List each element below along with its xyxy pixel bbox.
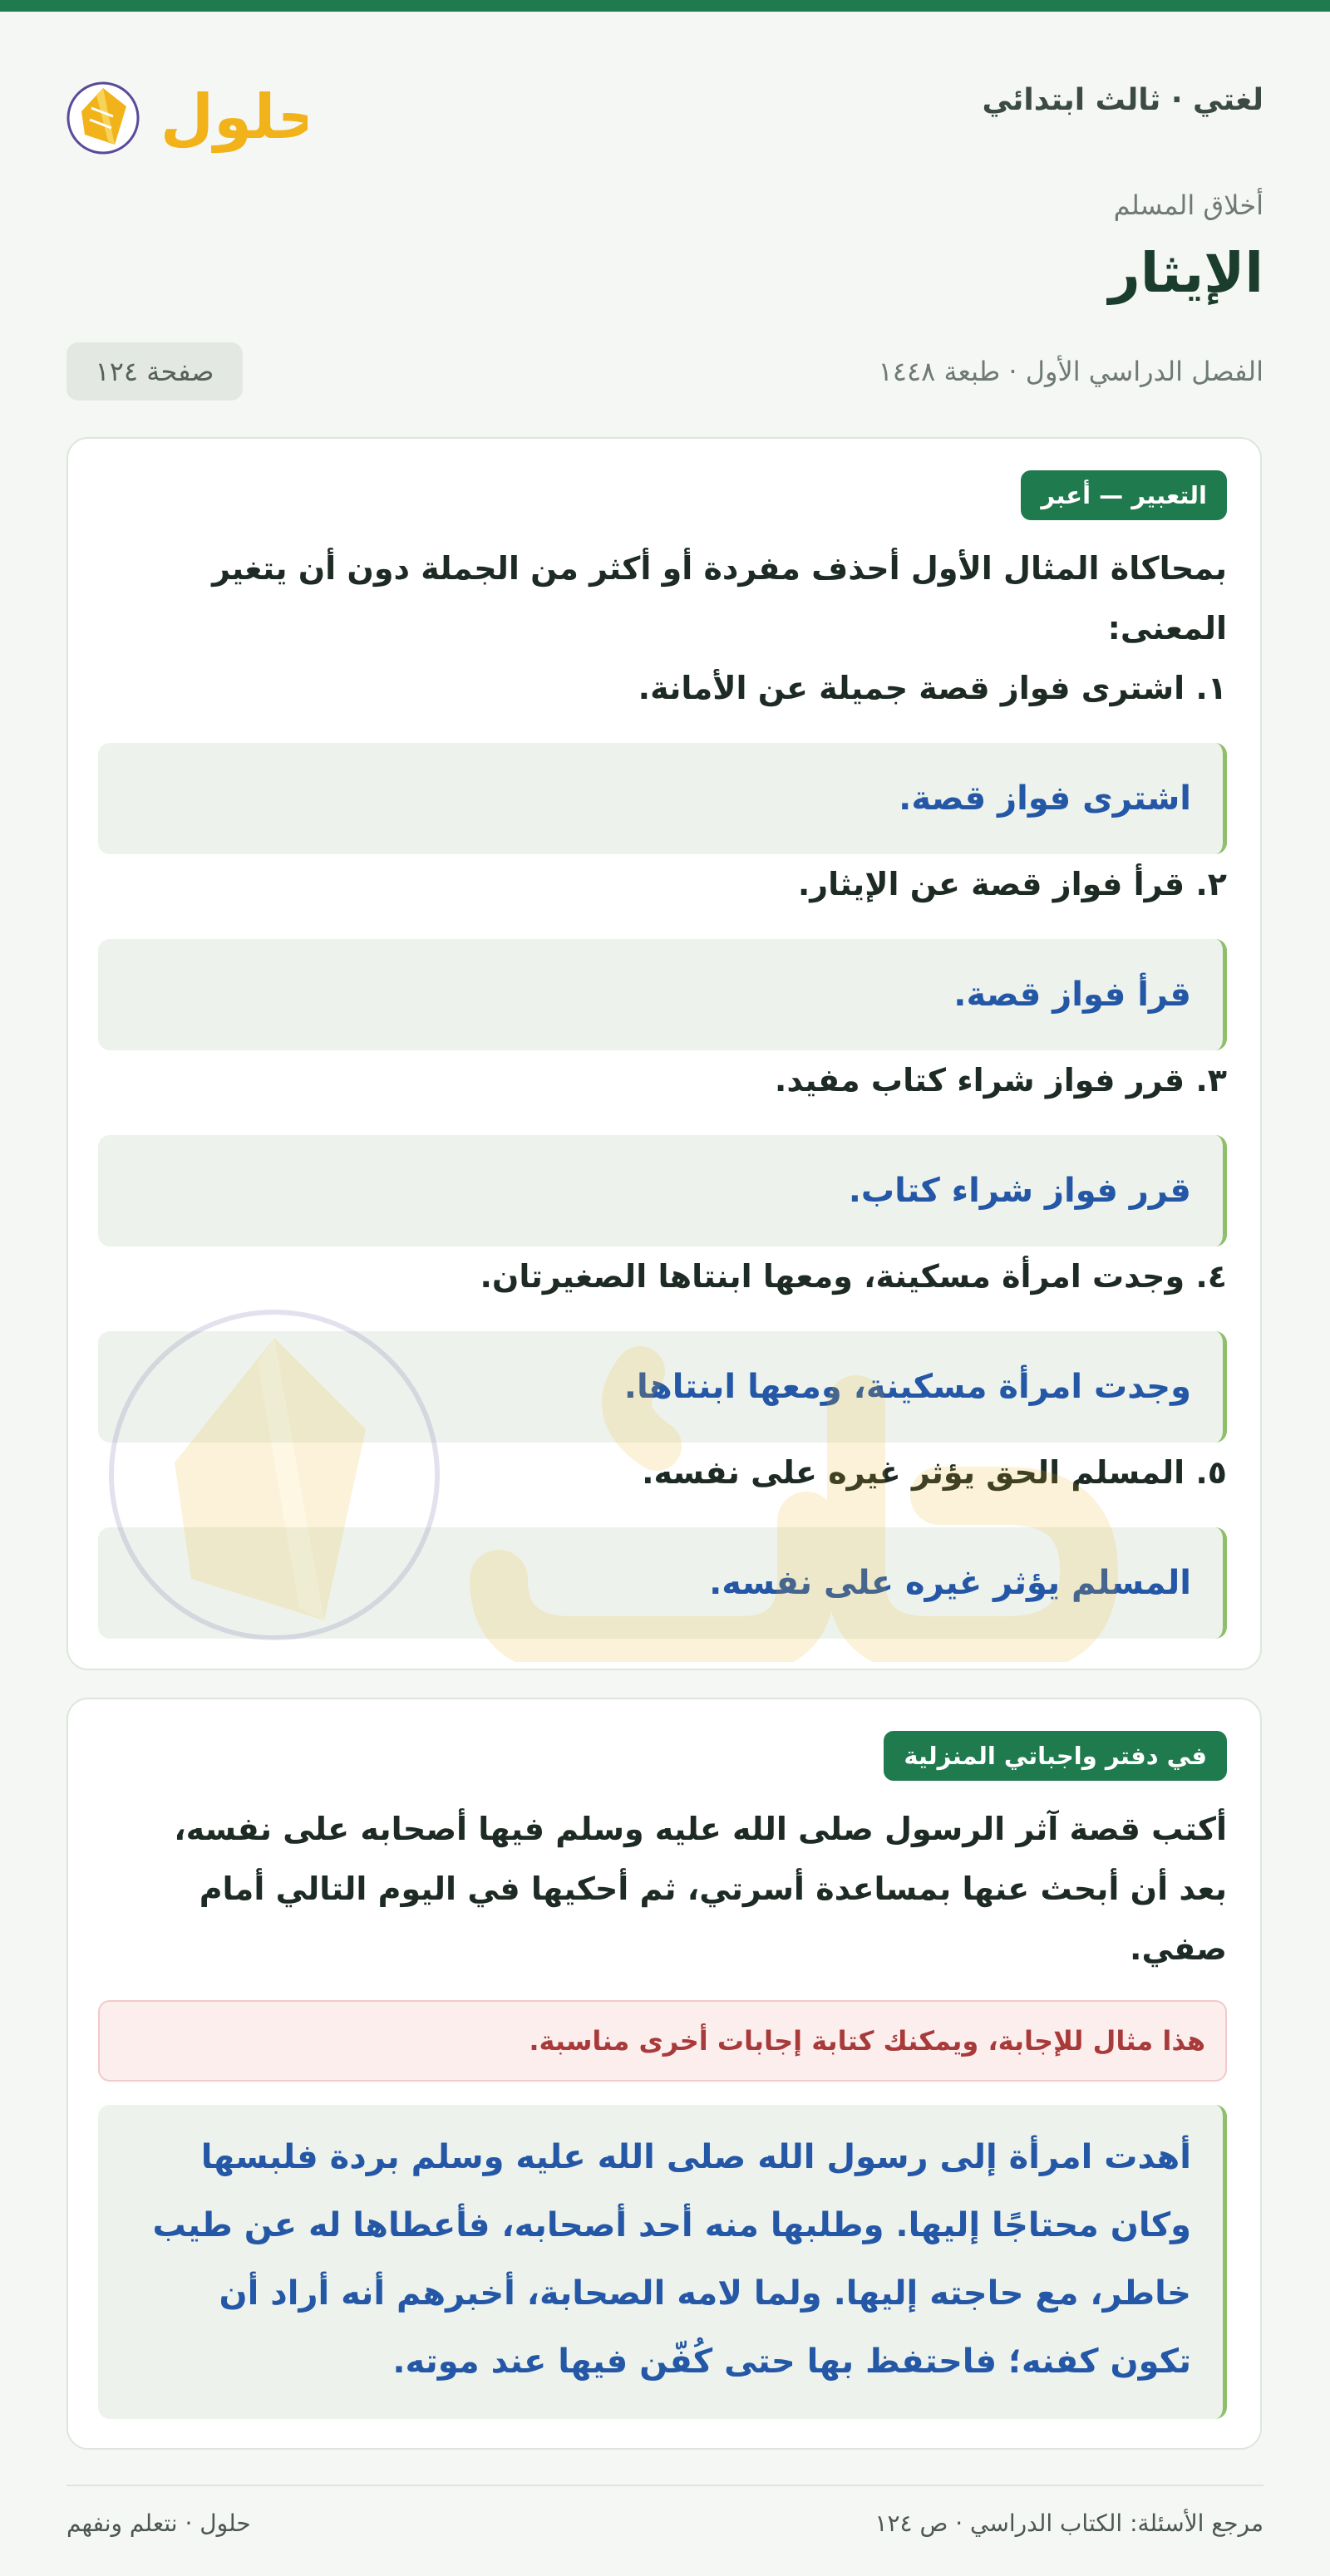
question-item: ٣. قرر فواز شراء كتاب مفيد. [774, 1062, 1227, 1099]
logo-icon [66, 58, 308, 166]
answer-note: هذا مثال للإجابة، ويمكنك كتابة إجابات أخرى مناسبة. [98, 2000, 1227, 2082]
answer-box: وجدت امرأة مسكينة، ومعها ابنتاها. [98, 1331, 1227, 1443]
logo-text: حلول [160, 81, 308, 153]
section-badge: التعبير — أعبر [1021, 470, 1227, 520]
lesson-edition: الفصل الدراسي الأول · طبعة ١٤٤٨ [878, 356, 1264, 387]
footer-slogan: حلول · نتعلم ونفهم [66, 2510, 251, 2537]
expression-exercise-card [66, 437, 1262, 1670]
question-item: ٢. قرأ فواز قصة عن الإيثار. [797, 866, 1227, 902]
page-header [66, 50, 1264, 158]
lesson-subject: أخلاق المسلم [1113, 189, 1264, 221]
top-accent-bar [0, 0, 1330, 12]
section-badge: في دفتر واجباتي المنزلية [884, 1731, 1227, 1781]
question-item: ١. اشترى فواز قصة جميلة عن الأمانة. [638, 670, 1227, 706]
question-item: ٤. وجدت امرأة مسكينة، ومعها ابنتاها الصغيرتان. [480, 1258, 1227, 1295]
brand-title: لغتي · ثالث ابتدائي [982, 83, 1264, 117]
lesson-title: الإيثار [1108, 241, 1264, 305]
homework-prompt: أكتب قصة آثر الرسول صلى الله عليه وسلم فيها أصحابه على نفسه، بعد أن أبحث عنها بمساعدة أسرتي، ثم أحكيها في اليوم التالي أمام صفي. [174, 1811, 1227, 1967]
answer-box: قرأ فواز قصة. [98, 939, 1227, 1050]
answer-box: المسلم يؤثر غيره على نفسه. [98, 1527, 1227, 1639]
footer-source: مرجع الأسئلة: الكتاب الدراسي · ص ١٢٤ [874, 2510, 1264, 2537]
footer-divider [66, 2485, 1264, 2486]
page-number-badge: صفحة ١٢٤ [66, 342, 243, 401]
homework-answer-box: أهدت امرأة إلى رسول الله صلى الله عليه وسلم بردة فلبسها وكان محتاجًا إليها. وطلبها منه أحد أصحابه، فأعطاها له عن طيب خاطر، مع حاجته إليها. ولما لامه الصحابة، أخبرهم أنه أراد أن تكون كفنه؛ فاحتفظ بها حتى كُفّن فيها عند موته. [98, 2105, 1227, 2419]
question-item: ٥. المسلم الحق يؤثر غيره على نفسه. [642, 1454, 1227, 1491]
hulul-logo[interactable] [66, 58, 308, 166]
answer-box: قرر فواز شراء كتاب. [98, 1135, 1227, 1246]
homework-card [66, 1698, 1262, 2450]
answer-box: اشترى فواز قصة. [98, 743, 1227, 854]
exercise-prompt: بمحاكاة المثال الأول أحذف مفردة أو أكثر من الجملة دون أن يتغير المعنى: [212, 550, 1227, 646]
